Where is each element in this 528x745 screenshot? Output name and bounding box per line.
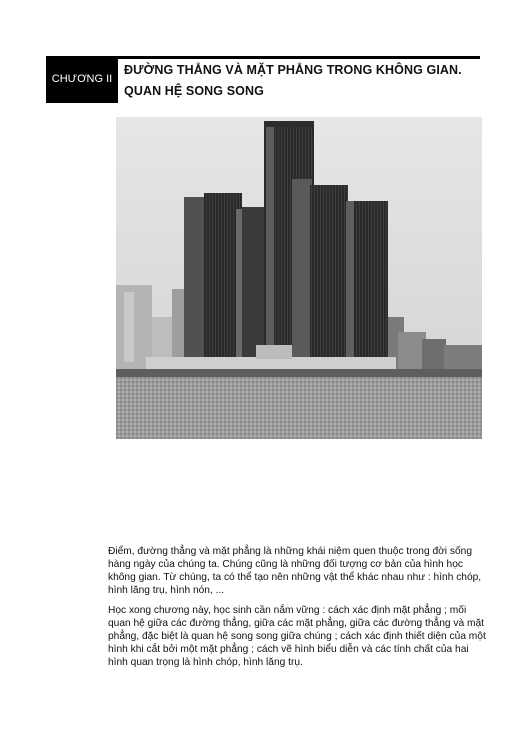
skyline-illustration — [116, 117, 482, 439]
chapter-title-line-2: QUAN HỆ SONG SONG — [124, 84, 264, 98]
chapter-label: CHƯƠNG II — [46, 56, 118, 103]
skyline-photo — [116, 117, 482, 439]
intro-paragraph-2: Học xong chương này, học sinh cần nắm vững : cách xác định mặt phẳng ; mối quan hệ giữa các đường thẳng, giữa các mặt phẳng, giữa các đường thẳng và mặt phẳng, đặc biệt là quan hệ song song giữa chúng ; cách xác định thiết diện của một hình khi cắt bởi một mặt phẳng ; cách vẽ hình biểu diễn và các tính chất của hai hình quan trọng là hình chóp, hình lăng trụ. — [108, 605, 486, 668]
intro-paragraph-1: Điểm, đường thẳng và mặt phẳng là những khái niệm quen thuộc trong đời sống hàng ngày của chúng ta. Chúng cũng là những đối tượng cơ bản của hình học không gian. Từ chúng, ta có thể tạo nên những vật thể khác nhau như : hình chóp, hình lăng trụ, hình nón, ... — [108, 546, 482, 596]
chapter-title-line-1: ĐƯỜNG THẲNG VÀ MẶT PHẲNG TRONG KHÔNG GIAN. — [124, 63, 462, 77]
